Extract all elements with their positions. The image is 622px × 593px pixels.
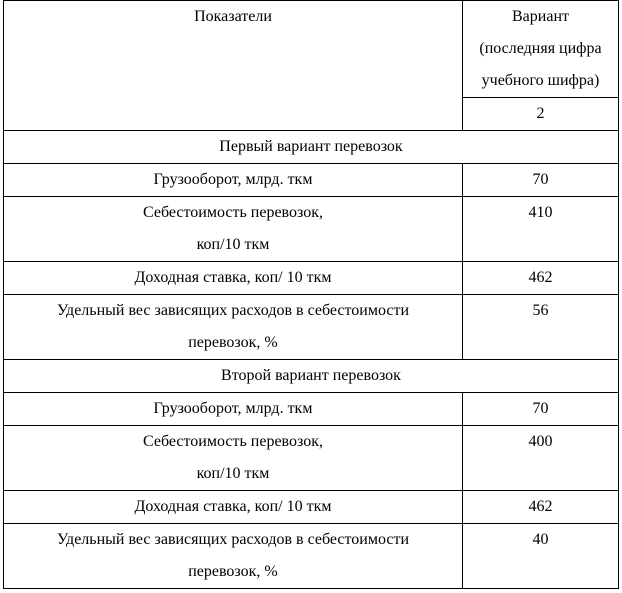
table-row bbox=[4, 295, 619, 360]
header-variant-number: 2 bbox=[463, 98, 619, 131]
row-label-line: коп/10 ткм bbox=[196, 236, 270, 253]
row-label-line: перевозок, % bbox=[188, 334, 278, 351]
header-variant bbox=[463, 1, 619, 98]
row-label: Доходная ставка, коп/ 10 ткм bbox=[4, 491, 463, 524]
row-label bbox=[4, 295, 463, 360]
row-value: 410 bbox=[463, 197, 619, 262]
header-variant-line: (последняя цифра bbox=[479, 40, 602, 57]
row-label: Доходная ставка, коп/ 10 ткм bbox=[4, 262, 463, 295]
row-value: 56 bbox=[463, 295, 619, 360]
table-row bbox=[4, 393, 619, 426]
table-row bbox=[4, 524, 619, 589]
indicators-table bbox=[3, 0, 619, 589]
row-value: 462 bbox=[463, 262, 619, 295]
table-row bbox=[4, 262, 619, 295]
row-label-line: Себестоимость перевозок, bbox=[143, 433, 323, 450]
header-variant-line: учебного шифра) bbox=[481, 72, 600, 89]
row-label bbox=[4, 524, 463, 589]
row-value: 40 bbox=[463, 524, 619, 589]
section-title: Первый вариант перевозок bbox=[4, 131, 619, 164]
row-value: 462 bbox=[463, 491, 619, 524]
table-row bbox=[4, 164, 619, 197]
row-label-line: перевозок, % bbox=[188, 563, 278, 580]
row-value: 70 bbox=[463, 164, 619, 197]
row-value: 70 bbox=[463, 393, 619, 426]
row-value: 400 bbox=[463, 426, 619, 491]
row-label bbox=[4, 197, 463, 262]
table-row bbox=[4, 426, 619, 491]
header-indicators: Показатели bbox=[4, 1, 463, 131]
row-label-line: коп/10 ткм bbox=[196, 465, 270, 482]
row-label-line: Себестоимость перевозок, bbox=[143, 204, 323, 221]
row-label: Грузооборот, млрд. ткм bbox=[4, 164, 463, 197]
row-label: Грузооборот, млрд. ткм bbox=[4, 393, 463, 426]
row-label-line: Удельный вес зависящих расходов в себестоимости bbox=[56, 302, 410, 319]
row-label bbox=[4, 426, 463, 491]
row-label-line: Удельный вес зависящих расходов в себестоимости bbox=[56, 531, 410, 548]
table-row bbox=[4, 491, 619, 524]
header-variant-line: Вариант bbox=[512, 8, 569, 25]
section-title: Второй вариант перевозок bbox=[4, 360, 619, 393]
table-row bbox=[4, 197, 619, 262]
